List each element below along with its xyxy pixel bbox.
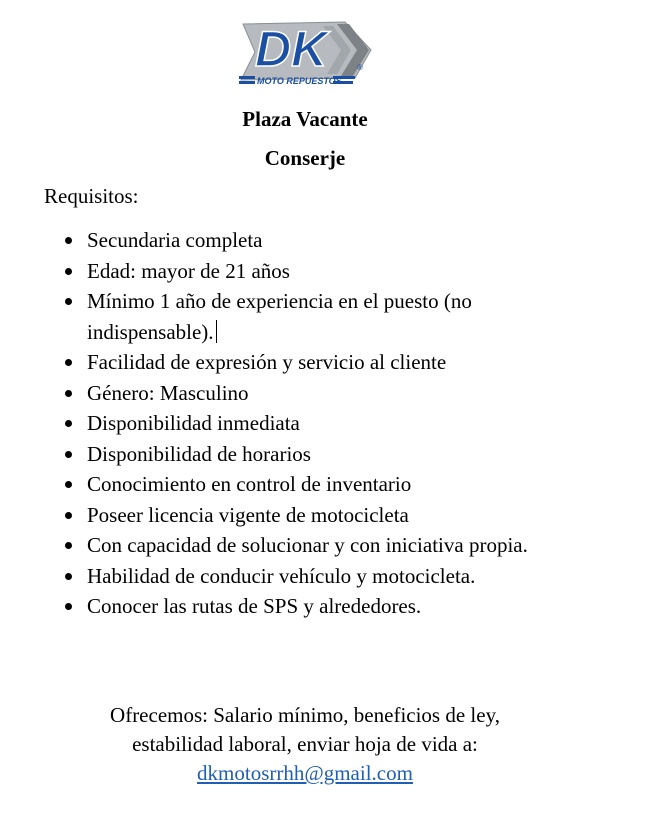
bullet-icon — [65, 451, 72, 458]
list-item — [0, 530, 560, 561]
offer-line-1: Ofrecemos: Salario mínimo, beneficios de ley, — [110, 703, 500, 727]
bullet-icon — [65, 573, 72, 580]
requirements-label: Requisitos: — [44, 184, 139, 208]
offer-section — [0, 701, 610, 788]
registered-mark: ® — [357, 63, 363, 72]
bullet-icon — [65, 390, 72, 397]
dk-moto-repuestos-logo-graphic — [237, 16, 377, 94]
list-item-text: Con capacidad de solucionar y con iniciativa propia. — [87, 533, 528, 557]
bullet-icon — [65, 603, 72, 610]
list-item-text: Conocer las rutas de SPS y alrededores. — [87, 594, 422, 618]
position-title: Conserje — [264, 146, 346, 170]
list-item — [0, 561, 560, 592]
bullet-icon — [65, 298, 72, 305]
list-item — [0, 286, 560, 347]
list-item-text: Poseer licencia vigente de motocicleta — [87, 502, 409, 527]
list-item-text: Edad: mayor de 21 años — [87, 258, 290, 283]
list-item-text: Disponibilidad de horarios — [87, 441, 311, 466]
list-item — [0, 408, 560, 439]
logo-dk-letters: DK — [255, 21, 328, 77]
list-item-text: Facilidad de expresión y servicio al cliente — [87, 350, 447, 374]
list-item — [0, 469, 560, 500]
page-title: Plaza Vacante — [242, 107, 368, 131]
list-item-text: Género: Masculino — [87, 380, 249, 405]
bullet-icon — [65, 512, 72, 519]
list-item-text-content: Mínimo 1 año de experiencia en el puesto (no indispensable). — [87, 289, 472, 344]
list-item-text: Conocimiento en control de inventario — [87, 472, 412, 496]
list-item — [0, 225, 560, 256]
bullet-icon — [65, 359, 72, 366]
list-item-text — [87, 286, 560, 347]
text-cursor — [216, 320, 217, 343]
bullet-icon — [65, 237, 72, 244]
list-item — [0, 500, 560, 531]
list-item — [0, 378, 560, 409]
bullet-icon — [65, 268, 72, 275]
list-item — [0, 347, 560, 378]
logo-tagline: MOTO REPUESTOS — [257, 76, 342, 86]
list-item-text: Secundaria completa — [87, 228, 263, 252]
requirements-list — [0, 225, 560, 622]
list-item — [0, 591, 560, 622]
bullet-icon — [65, 542, 72, 549]
company-logo — [237, 16, 377, 94]
email-link[interactable]: dkmotosrrhh@gmail.com — [197, 761, 413, 785]
list-item — [0, 256, 560, 287]
list-item-text: Disponibilidad inmediata — [87, 411, 300, 435]
list-item — [0, 439, 560, 470]
offer-line-2: estabilidad laboral, enviar hoja de vida a: — [132, 732, 478, 756]
list-item-text: Habilidad de conducir vehículo y motocicleta. — [87, 563, 476, 588]
bullet-icon — [65, 420, 72, 427]
bullet-icon — [65, 481, 72, 488]
